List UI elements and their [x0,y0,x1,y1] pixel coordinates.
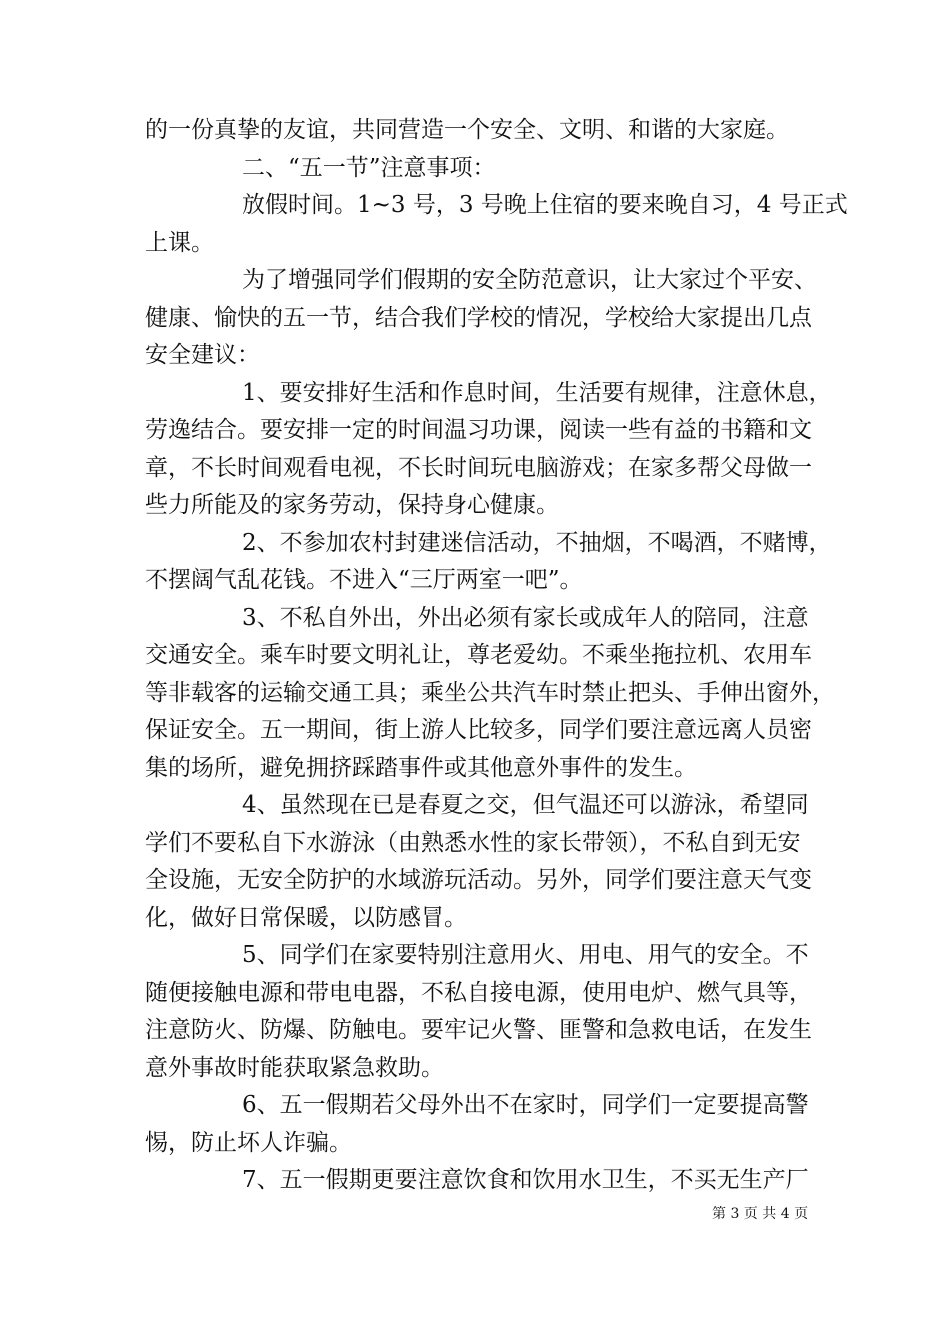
text-line: 随便接触电源和带电电器，不私自接电源，使用电炉、燃气具等， [145,979,812,1006]
page-number-footer: 第 3 页 共 4 页 [712,1206,809,1222]
text-line: 化，做好日常保暖，以防感冒。 [145,904,467,931]
text-line: 保证安全。五一期间，街上游人比较多，同学们要注意远离人员密 [145,717,812,743]
list-item-7: 7、五一假期更要注意饮食和饮用水卫生，不买无生产厂 [242,1167,809,1193]
text-line: 意外事故时能获取紧急救助。 [145,1054,444,1081]
text-line: 章，不长时间观看电视，不长时间玩电脑游戏；在家多帮父母做一 [145,454,812,481]
text-line: 些力所能及的家务劳动，保持身心健康。 [145,492,559,518]
text-line: 放假时间。1~3 号，3 号晚上住宿的要来晚自习，4 号正式 [242,192,848,218]
text-line: 惕，防止坏人诈骗。 [145,1129,352,1156]
text-line: 上课。 [145,229,214,256]
list-item-1: 1、要安排好生活和作息时间，生活要有规律，注意休息， [242,379,832,406]
text-line: 健康、愉快的五一节，结合我们学校的情况，学校给大家提出几点 [145,304,812,331]
text-line: 等非载客的运输交通工具；乘坐公共汽车时禁止把头、手伸出窗外， [145,679,835,706]
list-item-2: 2、不参加农村封建迷信活动，不抽烟，不喝酒，不赌博， [242,529,832,556]
list-item-4: 4、虽然现在已是春夏之交，但气温还可以游泳，希望同 [242,792,809,818]
document-body [145,112,848,1200]
text-line: 全设施，无安全防护的水域游玩活动。另外，同学们要注意天气变 [145,867,812,893]
text-line: 集的场所，避免拥挤踩踏事件或其他意外事件的发生。 [145,754,697,781]
text-line: 不摆阔气乱花钱。不进入“三厅两室一吧”。 [145,567,583,593]
list-item-6: 6、五一假期若父母外出不在家时，同学们一定要提高警 [242,1092,809,1118]
section-heading: 二、“五一节”注意事项： [242,154,496,181]
text-line: 劳逸结合。要安排一定的时间温习功课，阅读一些有益的书籍和文 [145,417,812,443]
text-line: 为了增强同学们假期的安全防范意识，让大家过个平安、 [242,267,817,293]
text-line: 的一份真挚的友谊，共同营造一个安全、文明、和谐的大家庭。 [145,117,789,143]
text-line: 注意防火、防爆、防触电。要牢记火警、匪警和急救电话，在发生 [145,1017,812,1043]
text-line: 安全建议： [145,342,260,368]
text-line: 交通安全。乘车时要文明礼让，尊老爱幼。不乘坐拖拉机、农用车 [145,642,812,668]
list-item-5: 5、同学们在家要特别注意用火、用电、用气的安全。不 [242,942,809,968]
text-line: 学们不要私自下水游泳（由熟悉水性的家长带领），不私自到无安 [145,829,801,856]
list-item-3: 3、不私自外出，外出必须有家长或成年人的陪同，注意 [242,604,809,631]
